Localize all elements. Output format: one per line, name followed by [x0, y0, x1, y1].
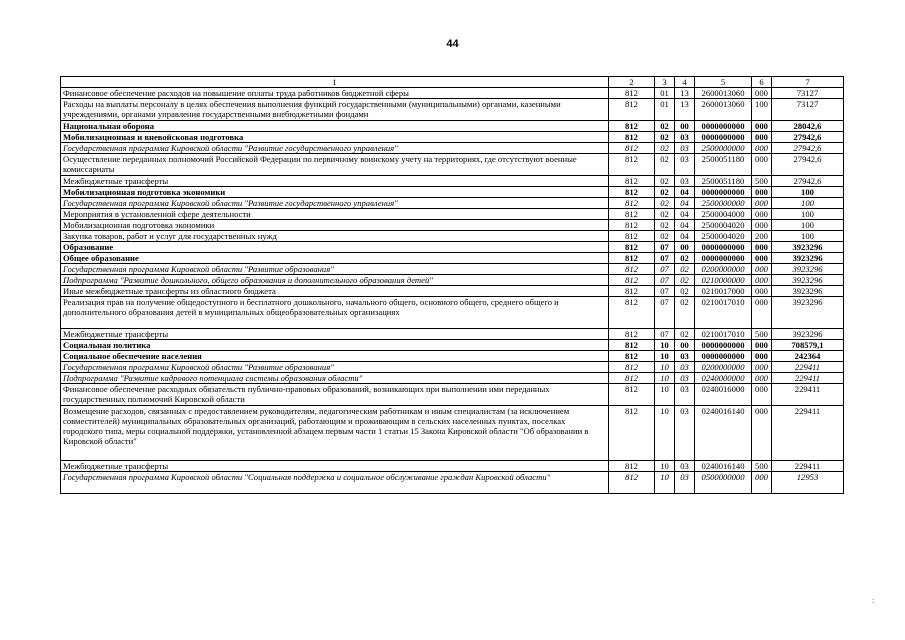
row-name-cell: Межбюджетные трансферты	[61, 176, 609, 187]
table-row	[61, 373, 844, 384]
target-article-cell: 0500000000	[695, 472, 752, 494]
amount-cell: 3923296	[772, 286, 844, 297]
row-name-cell: Государственная программа Кировской области "Социальная поддержка и социальное обслуживание граждан Кировской области"	[61, 472, 609, 494]
row-name-cell: Мобилизационная подготовка экономики	[61, 187, 609, 198]
amount-cell: 12953	[772, 472, 844, 494]
admin-code-cell: 812	[609, 143, 655, 154]
row-name-cell: Расходы на выплаты персоналу в целях обеспечения выполнения функций государственными (муниципальными) органами, казенными учреждениями, органами управления государственными внебюджетными фондами	[61, 99, 609, 121]
section-cell: 01	[655, 99, 675, 121]
amount-cell: 73127	[772, 99, 844, 121]
subsection-cell: 02	[675, 329, 695, 340]
target-article-cell: 2500004000	[695, 209, 752, 220]
expense-type-cell: 000	[752, 209, 772, 220]
target-article-cell: 2500051180	[695, 154, 752, 176]
amount-cell: 28042,6	[772, 121, 844, 132]
admin-code-cell: 812	[609, 384, 655, 406]
admin-code-cell: 812	[609, 264, 655, 275]
table-row	[61, 340, 844, 351]
amount-cell: 100	[772, 198, 844, 209]
row-name-cell: Реализация прав на получение общедоступного и бесплатного дошкольного, начального общего, основного общего, среднего общего и дополнительного образования детей в муниципальных общеобразовательных организациях	[61, 297, 609, 329]
header-cell: 4	[675, 77, 695, 88]
subsection-cell: 03	[675, 373, 695, 384]
section-cell: 10	[655, 384, 675, 406]
expense-type-cell: 000	[752, 406, 772, 461]
table-row	[61, 242, 844, 253]
subsection-cell: 02	[675, 253, 695, 264]
target-article-cell: 0210017010	[695, 297, 752, 329]
table-row	[61, 187, 844, 198]
admin-code-cell: 812	[609, 132, 655, 143]
row-name-cell: Межбюджетные трансферты	[61, 329, 609, 340]
admin-code-cell: 812	[609, 88, 655, 99]
scan-mark: :	[872, 596, 875, 605]
target-article-cell: 0000000000	[695, 351, 752, 362]
table-row	[61, 143, 844, 154]
target-article-cell: 2500004020	[695, 231, 752, 242]
target-article-cell: 2600013060	[695, 88, 752, 99]
table-row	[61, 121, 844, 132]
row-name-cell: Возмещение расходов, связанных с предоставлением руководителям, педагогическим работникам и иным специалистам (за исключением совместителей) муниципальных образовательных организаций, работающим и проживающим в сельских населенных пунктах, поселках городского типа, меры социальной поддержки, установленной абзацем первым части 1 статьи 15 Закона Кировской области "Об образовании в Кировской области"	[61, 406, 609, 461]
section-cell: 02	[655, 187, 675, 198]
target-article-cell: 0000000000	[695, 121, 752, 132]
budget-table	[60, 76, 844, 494]
table-row	[61, 362, 844, 373]
table-row	[61, 351, 844, 362]
table-row	[61, 176, 844, 187]
subsection-cell: 04	[675, 231, 695, 242]
amount-cell: 229411	[772, 373, 844, 384]
section-cell: 02	[655, 154, 675, 176]
row-name-cell: Мобилизационная и вневойсковая подготовка	[61, 132, 609, 143]
target-article-cell: 0000000000	[695, 253, 752, 264]
target-article-cell: 2500051180	[695, 176, 752, 187]
section-cell: 10	[655, 472, 675, 494]
subsection-cell: 02	[675, 275, 695, 286]
admin-code-cell: 812	[609, 340, 655, 351]
expense-type-cell: 500	[752, 176, 772, 187]
subsection-cell: 00	[675, 340, 695, 351]
row-name-cell: Иные межбюджетные трансферты из областного бюджета	[61, 286, 609, 297]
admin-code-cell: 812	[609, 209, 655, 220]
admin-code-cell: 812	[609, 275, 655, 286]
subsection-cell: 04	[675, 220, 695, 231]
subsection-cell: 03	[675, 461, 695, 472]
target-article-cell: 2500000000	[695, 198, 752, 209]
subsection-cell: 00	[675, 121, 695, 132]
amount-cell: 27942,6	[772, 143, 844, 154]
amount-cell: 242364	[772, 351, 844, 362]
admin-code-cell: 812	[609, 176, 655, 187]
subsection-cell: 03	[675, 176, 695, 187]
subsection-cell: 03	[675, 132, 695, 143]
expense-type-cell: 000	[752, 472, 772, 494]
section-cell: 07	[655, 264, 675, 275]
row-name-cell: Осуществление переданных полномочий Российской Федерации по первичному воинскому учету на территориях, где отсутствуют военные комиссариаты	[61, 154, 609, 176]
expense-type-cell: 000	[752, 198, 772, 209]
table-row	[61, 198, 844, 209]
row-name-cell: Государственная программа Кировской области "Развитие образования"	[61, 264, 609, 275]
expense-type-cell: 000	[752, 264, 772, 275]
admin-code-cell: 812	[609, 99, 655, 121]
section-cell: 07	[655, 286, 675, 297]
subsection-cell: 00	[675, 242, 695, 253]
table-row	[61, 99, 844, 121]
target-article-cell: 0240000000	[695, 373, 752, 384]
row-name-cell: Финансовое обеспечение расходов на повышение оплаты труда работников бюджетной сферы	[61, 88, 609, 99]
table-row	[61, 275, 844, 286]
expense-type-cell: 000	[752, 340, 772, 351]
expense-type-cell: 500	[752, 329, 772, 340]
expense-type-cell: 000	[752, 154, 772, 176]
admin-code-cell: 812	[609, 472, 655, 494]
section-cell: 02	[655, 176, 675, 187]
admin-code-cell: 812	[609, 351, 655, 362]
subsection-cell: 03	[675, 362, 695, 373]
section-cell: 10	[655, 362, 675, 373]
target-article-cell: 0240016000	[695, 384, 752, 406]
target-article-cell: 0000000000	[695, 340, 752, 351]
table-row	[61, 209, 844, 220]
header-cell: 7	[772, 77, 844, 88]
section-cell: 07	[655, 242, 675, 253]
admin-code-cell: 812	[609, 286, 655, 297]
expense-type-cell: 000	[752, 132, 772, 143]
header-cell: 1	[61, 77, 609, 88]
section-cell: 10	[655, 461, 675, 472]
admin-code-cell: 812	[609, 461, 655, 472]
row-name-cell: Государственная программа Кировской области "Развитие государственного управления"	[61, 143, 609, 154]
row-name-cell: Межбюджетные трансферты	[61, 461, 609, 472]
admin-code-cell: 812	[609, 121, 655, 132]
expense-type-cell: 000	[752, 373, 772, 384]
table-row	[61, 384, 844, 406]
admin-code-cell: 812	[609, 154, 655, 176]
expense-type-cell: 000	[752, 253, 772, 264]
expense-type-cell: 500	[752, 461, 772, 472]
row-name-cell: Мобилизационная подготовка экономики	[61, 220, 609, 231]
subsection-cell: 04	[675, 198, 695, 209]
subsection-cell: 02	[675, 286, 695, 297]
table-row	[61, 231, 844, 242]
subsection-cell: 03	[675, 472, 695, 494]
subsection-cell: 03	[675, 384, 695, 406]
subsection-cell: 03	[675, 406, 695, 461]
expense-type-cell: 000	[752, 88, 772, 99]
subsection-cell: 04	[675, 209, 695, 220]
target-article-cell: 0200000000	[695, 264, 752, 275]
expense-type-cell: 000	[752, 384, 772, 406]
header-cell: 2	[609, 77, 655, 88]
subsection-cell: 03	[675, 143, 695, 154]
subsection-cell: 03	[675, 154, 695, 176]
section-cell: 07	[655, 329, 675, 340]
admin-code-cell: 812	[609, 242, 655, 253]
table-row	[61, 88, 844, 99]
amount-cell: 708579,1	[772, 340, 844, 351]
table-row	[61, 406, 844, 461]
section-cell: 02	[655, 231, 675, 242]
header-cell: 3	[655, 77, 675, 88]
expense-type-cell: 000	[752, 242, 772, 253]
amount-cell: 229411	[772, 406, 844, 461]
section-cell: 07	[655, 253, 675, 264]
section-cell: 10	[655, 406, 675, 461]
admin-code-cell: 812	[609, 297, 655, 329]
expense-type-cell: 000	[752, 275, 772, 286]
admin-code-cell: 812	[609, 373, 655, 384]
expense-type-cell: 000	[752, 220, 772, 231]
amount-cell: 27942,6	[772, 176, 844, 187]
section-cell: 01	[655, 88, 675, 99]
subsection-cell: 02	[675, 297, 695, 329]
subsection-cell: 02	[675, 264, 695, 275]
admin-code-cell: 812	[609, 198, 655, 209]
expense-type-cell: 100	[752, 99, 772, 121]
amount-cell: 3923296	[772, 264, 844, 275]
amount-cell: 229411	[772, 384, 844, 406]
admin-code-cell: 812	[609, 253, 655, 264]
target-article-cell: 0210017010	[695, 329, 752, 340]
target-article-cell: 0240016140	[695, 406, 752, 461]
subsection-cell: 13	[675, 99, 695, 121]
section-cell: 07	[655, 297, 675, 329]
expense-type-cell: 000	[752, 187, 772, 198]
section-cell: 02	[655, 143, 675, 154]
amount-cell: 3923296	[772, 297, 844, 329]
table-header-row	[61, 77, 844, 88]
section-cell: 02	[655, 220, 675, 231]
admin-code-cell: 812	[609, 406, 655, 461]
amount-cell: 27942,6	[772, 154, 844, 176]
row-name-cell: Мероприятия в установленной сфере деятельности	[61, 209, 609, 220]
row-name-cell: Подпрограмма "Развитие дошкольного, общего образования и дополнительного образования детей"	[61, 275, 609, 286]
amount-cell: 73127	[772, 88, 844, 99]
row-name-cell: Образование	[61, 242, 609, 253]
table-row	[61, 253, 844, 264]
row-name-cell: Социальная политика	[61, 340, 609, 351]
row-name-cell: Социальное обеспечение населения	[61, 351, 609, 362]
table-row	[61, 472, 844, 494]
table-row	[61, 297, 844, 329]
section-cell: 02	[655, 198, 675, 209]
section-cell: 02	[655, 209, 675, 220]
amount-cell: 100	[772, 231, 844, 242]
amount-cell: 27942,6	[772, 132, 844, 143]
admin-code-cell: 812	[609, 362, 655, 373]
expense-type-cell: 000	[752, 121, 772, 132]
amount-cell: 3923296	[772, 275, 844, 286]
table-row	[61, 154, 844, 176]
target-article-cell: 0240016140	[695, 461, 752, 472]
table-row	[61, 264, 844, 275]
target-article-cell: 0000000000	[695, 132, 752, 143]
subsection-cell: 04	[675, 187, 695, 198]
table-row	[61, 220, 844, 231]
amount-cell: 100	[772, 220, 844, 231]
admin-code-cell: 812	[609, 220, 655, 231]
row-name-cell: Подпрограмма "Развитие кадрового потенциала системы образования области"	[61, 373, 609, 384]
row-name-cell: Государственная программа Кировской области "Развитие образования"	[61, 362, 609, 373]
expense-type-cell: 200	[752, 231, 772, 242]
expense-type-cell: 000	[752, 286, 772, 297]
amount-cell: 229411	[772, 362, 844, 373]
row-name-cell: Общее образование	[61, 253, 609, 264]
target-article-cell: 0200000000	[695, 362, 752, 373]
section-cell: 10	[655, 373, 675, 384]
row-name-cell: Финансовое обеспечение расходных обязательств публично-правовых образований, возникающих при выполнении ими переданных государственных полномочий Кировской области	[61, 384, 609, 406]
expense-type-cell: 000	[752, 143, 772, 154]
section-cell: 10	[655, 351, 675, 362]
expense-type-cell: 000	[752, 351, 772, 362]
row-name-cell: Государственная программа Кировской области "Развитие государственного управления"	[61, 198, 609, 209]
admin-code-cell: 812	[609, 329, 655, 340]
header-cell: 6	[752, 77, 772, 88]
row-name-cell: Национальная оборона	[61, 121, 609, 132]
target-article-cell: 0000000000	[695, 242, 752, 253]
amount-cell: 229411	[772, 461, 844, 472]
row-name-cell: Закупка товаров, работ и услуг для государственных нужд	[61, 231, 609, 242]
section-cell: 02	[655, 132, 675, 143]
section-cell: 10	[655, 340, 675, 351]
amount-cell: 100	[772, 187, 844, 198]
amount-cell: 100	[772, 209, 844, 220]
section-cell: 07	[655, 275, 675, 286]
subsection-cell: 13	[675, 88, 695, 99]
header-cell: 5	[695, 77, 752, 88]
admin-code-cell: 812	[609, 231, 655, 242]
subsection-cell: 03	[675, 351, 695, 362]
page-number: 44	[446, 38, 459, 50]
amount-cell: 3923296	[772, 242, 844, 253]
amount-cell: 3923296	[772, 253, 844, 264]
table-row	[61, 286, 844, 297]
target-article-cell: 0000000000	[695, 187, 752, 198]
target-article-cell: 2500004020	[695, 220, 752, 231]
amount-cell: 3923296	[772, 329, 844, 340]
target-article-cell: 0210017000	[695, 286, 752, 297]
table-row	[61, 132, 844, 143]
expense-type-cell: 000	[752, 297, 772, 329]
table-row	[61, 329, 844, 340]
table-row	[61, 461, 844, 472]
expense-type-cell: 000	[752, 362, 772, 373]
target-article-cell: 0210000000	[695, 275, 752, 286]
target-article-cell: 2600013060	[695, 99, 752, 121]
target-article-cell: 2500000000	[695, 143, 752, 154]
admin-code-cell: 812	[609, 187, 655, 198]
section-cell: 02	[655, 121, 675, 132]
